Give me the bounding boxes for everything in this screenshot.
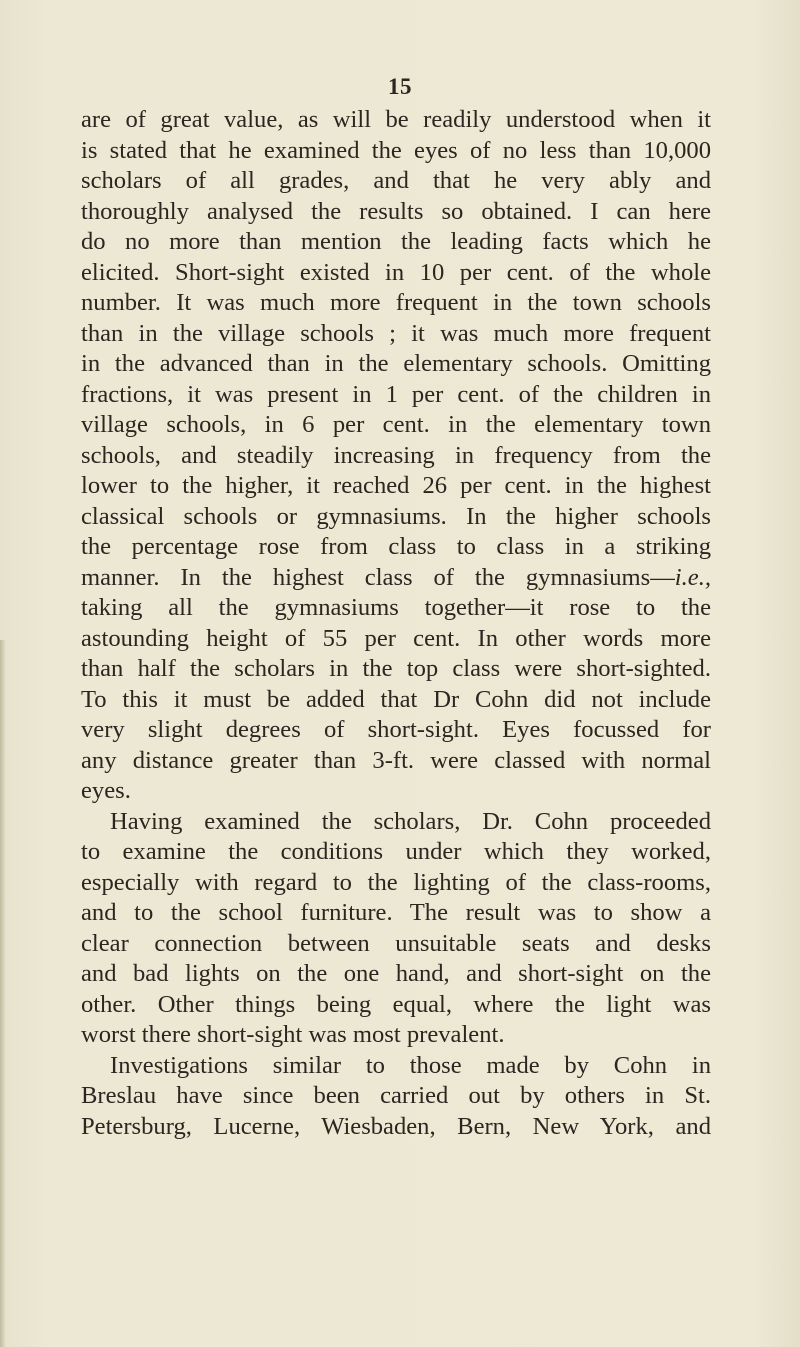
text-line: Breslau have since been carried out by others in St.	[81, 1082, 711, 1109]
text-line: and to the school furniture. The result was to show a	[81, 899, 711, 926]
text-line: than half the scholars in the top class were short-sighted.	[81, 655, 711, 682]
text-line: are of great value, as will be readily understood when it	[81, 106, 711, 133]
text-line: thoroughly analysed the results so obtained. I can here	[81, 197, 711, 225]
text-line: the percentage rose from class to class in a striking	[81, 533, 711, 560]
text-line: other. Other things being equal, where the light was	[81, 990, 711, 1018]
text-line: worst there short-sight was most prevalent.	[81, 1021, 505, 1048]
text-line: manner. In the highest class of the gymnasiums—i.e.,	[81, 563, 711, 591]
text-line: eyes.	[81, 777, 131, 804]
text-line: taking all the gymnasiums together—it rose to the	[81, 594, 711, 621]
text-line: to examine the conditions under which they worked,	[81, 838, 711, 865]
text-line: than in the village schools ; it was much more frequent	[81, 319, 711, 347]
text-line: village schools, in 6 per cent. in the elementary town	[81, 411, 711, 438]
italic-abbreviation: i.e.,	[674, 563, 711, 591]
text-line: clear connection between unsuitable seats and desks	[81, 929, 711, 957]
text-line: elicited. Short-sight existed in 10 per cent. of the whole	[81, 258, 711, 286]
text-line: do no more than mention the leading facts which he	[81, 228, 711, 255]
body-text	[81, 105, 711, 1142]
text-line: very slight degrees of short-sight. Eyes focussed for	[81, 716, 711, 743]
text-line: schools, and steadily increasing in frequency from the	[81, 441, 711, 469]
text-line: and bad lights on the one hand, and short-sight on the	[81, 960, 711, 987]
text-line: Having examined the scholars, Dr. Cohn proceeded	[110, 807, 711, 835]
text-line: scholars of all grades, and that he very ably and	[81, 167, 711, 194]
text-line: fractions, it was present in 1 per cent. of the children in	[81, 380, 711, 408]
text-line: To this it must be added that Dr Cohn did not include	[81, 685, 711, 713]
text-line: classical schools or gymnasiums. In the higher schools	[81, 502, 711, 530]
text-line: number. It was much more frequent in the town schools	[81, 289, 711, 316]
text-line: in the advanced than in the elementary schools. Omitting	[81, 350, 711, 377]
text-line: Petersburg, Lucerne, Wiesbaden, Bern, New York, and	[81, 1112, 711, 1140]
page-number: 15	[388, 74, 412, 99]
text-line: any distance greater than 3-ft. were classed with normal	[81, 746, 711, 774]
text-line: especially with regard to the lighting of the class-rooms,	[81, 868, 711, 896]
text-line: Investigations similar to those made by Cohn in	[110, 1051, 711, 1079]
text-line: is stated that he examined the eyes of no less than 10,000	[81, 136, 711, 164]
page-edge-shadow	[0, 640, 6, 1347]
text-line: astounding height of 55 per cent. In other words more	[81, 624, 711, 652]
text-line: lower to the higher, it reached 26 per cent. in the highest	[81, 472, 711, 499]
